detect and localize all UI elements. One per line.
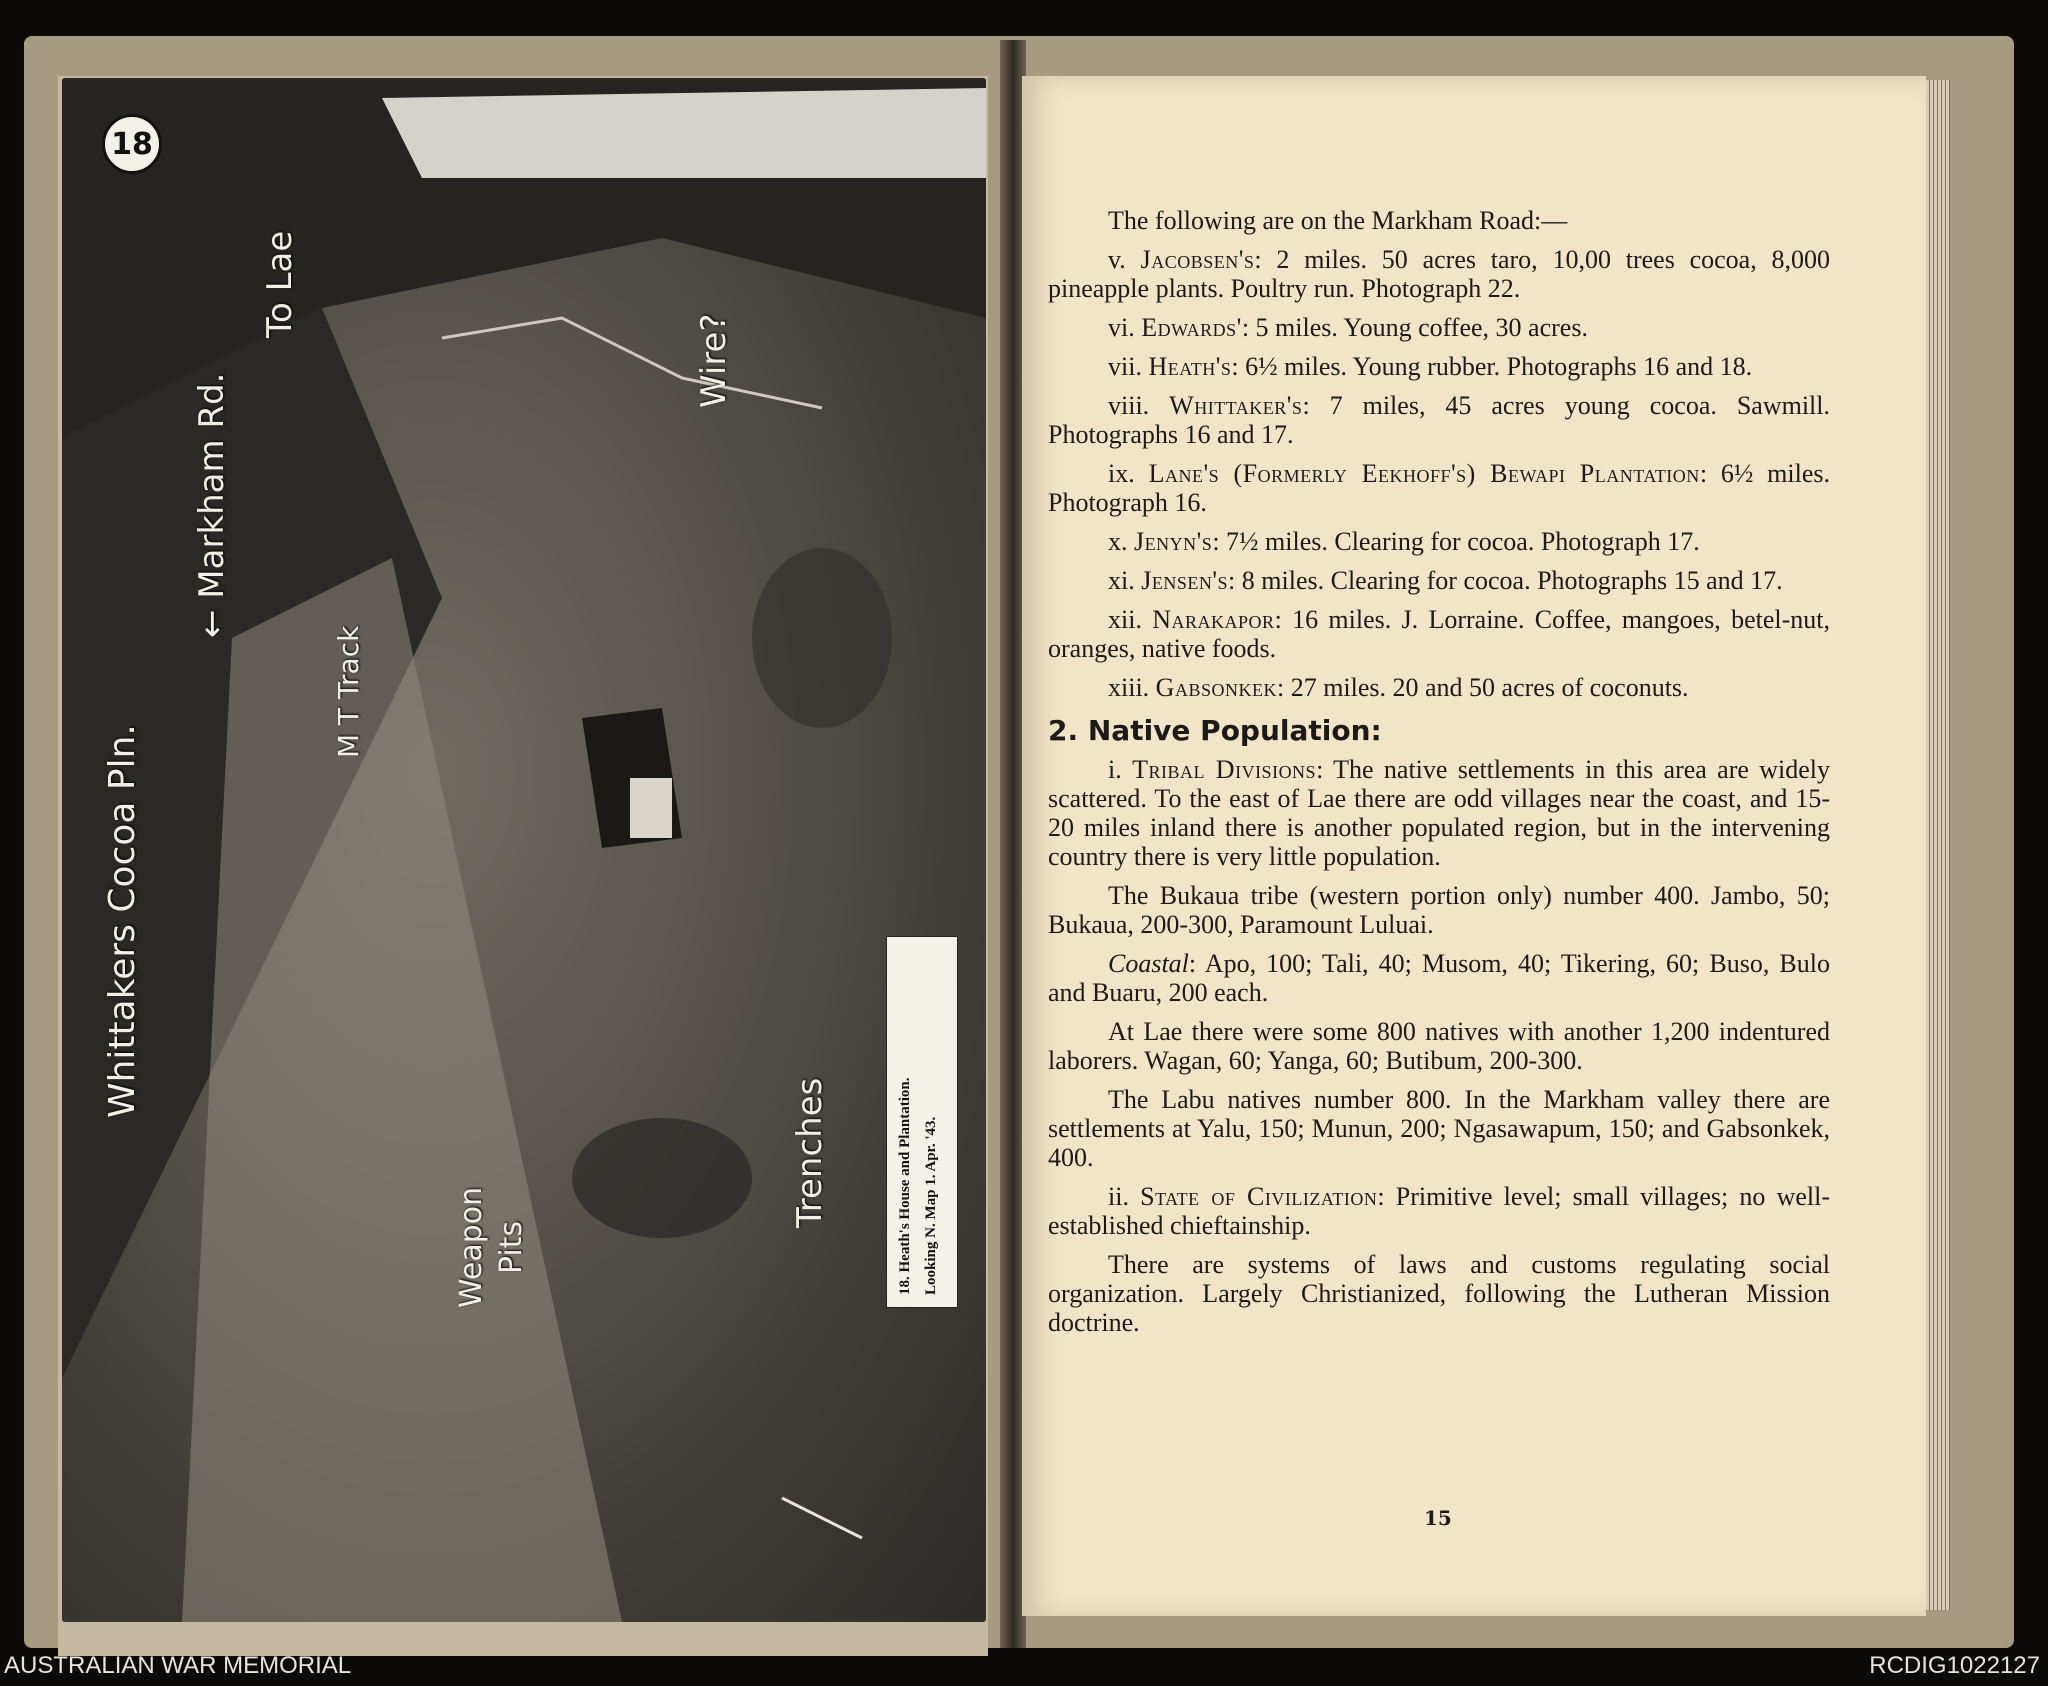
entry-gabsonkek: xiii. Gabsonkek: 27 miles. 20 and 50 acres of coconuts. [1108, 673, 1689, 702]
laws-paragraph: There are systems of laws and customs regulating social organization. Largely Christianized, following the Lutheran Mission doctrine. [1048, 1250, 1830, 1337]
entry-heaths: vii. Heath's: 6½ miles. Young rubber. Photographs 16 and 18. [1108, 352, 1753, 381]
label-to-lae: To Lae [260, 230, 300, 338]
footer-credit: AUSTRALIAN WAR MEMORIAL [4, 1652, 352, 1679]
footer-id: RCDIG1022127 [1869, 1652, 2040, 1679]
house-wall [630, 778, 672, 838]
entry-jacobsens: v. Jacobsen's: 2 miles. 50 acres taro, 10,00 trees cocoa, 8,000 pineapple plants. Poultry run. Photograph 22. [1048, 245, 1830, 303]
caption-line-1: 18. Heath's House and Plantation. [897, 1077, 913, 1295]
tree-cluster [752, 548, 892, 728]
page-number: 15 [1424, 1506, 1452, 1530]
page-edges [1926, 80, 1950, 1610]
entry-edwards: vi. Edwards': 5 miles. Young coffee, 30 acres. [1108, 313, 1588, 342]
bukaua-paragraph: The Bukaua tribe (western portion only) number 400. Jambo, 50; Bukaua, 200-300, Paramount Luluai. [1048, 881, 1830, 939]
lae-paragraph: At Lae there were some 800 natives with another 1,200 indentured laborers. Wagan, 60; Yanga, 60; Butibum, 200-300. [1048, 1017, 1830, 1075]
sky-area [382, 88, 986, 178]
label-weapon-pits: Weapon [454, 1186, 489, 1308]
state-of-civilization: ii. State of Civilization: Primitive level; small villages; no well-established chieftainship. [1048, 1182, 1830, 1240]
caption-line-2: Looking N. Map 1. Apr. '43. [923, 1116, 939, 1295]
photo-number-badge: 18 [102, 114, 162, 174]
label-weapon-pits-2: Pits [494, 1220, 529, 1274]
aerial-photograph [62, 78, 986, 1622]
label-whittakers-cocoa-pln: Whittakers Cocoa Pln. [102, 724, 143, 1118]
entry-narakapor: xii. Narakapor: 16 miles. J. Lorraine. Coffee, mangoes, betel-nut, oranges, native foods. [1048, 605, 1830, 663]
entry-jenyns: x. Jenyn's: 7½ miles. Clearing for cocoa. Photograph 17. [1108, 527, 1700, 556]
label-wire: Wire? [694, 313, 734, 408]
photo-caption-box [886, 936, 958, 1308]
entry-lanes: ix. Lane's (Formerly Eekhoff's) Bewapi Plantation: 6½ miles. Photograph 16. [1048, 459, 1830, 517]
cleared-field [182, 558, 622, 1622]
label-mt-track: M T Track [332, 625, 365, 758]
page-text [1048, 206, 1830, 1347]
tribal-divisions: i. Tribal Divisions: The native settlements in this area are widely scattered. To the east of Lae there are odd villages near the coast, and 15-20 miles inland there is another populated region, but in the intervening country there is very little population. [1048, 755, 1831, 871]
tree-cluster [572, 1118, 752, 1238]
label-trenches: Trenches [790, 1077, 830, 1228]
entry-whittakers: viii. Whittaker's: 7 miles, 45 acres young cocoa. Sawmill. Photographs 16 and 17. [1048, 391, 1830, 449]
section-heading: 2. Native Population: [1048, 714, 1382, 747]
intro-line: The following are on the Markham Road:— [1108, 206, 1568, 235]
pointer-arrow [782, 1498, 862, 1538]
coastal-paragraph: Coastal: Apo, 100; Tali, 40; Musom, 40; Tikering, 60; Buso, Bulo and Buaru, 200 each. [1048, 949, 1830, 1007]
photo-terrain-drawing [62, 78, 986, 1622]
wire-line [442, 318, 822, 408]
entry-jensens: xi. Jensen's: 8 miles. Clearing for cocoa. Photographs 15 and 17. [1108, 566, 1783, 595]
labu-paragraph: The Labu natives number 800. In the Markham valley there are settlements at Yalu, 150; Munun, 200; Ngasawapum, 150; and Gabsonkek, 400. [1048, 1085, 1830, 1172]
label-markham-rd: ← Markham Rd. [192, 372, 232, 638]
